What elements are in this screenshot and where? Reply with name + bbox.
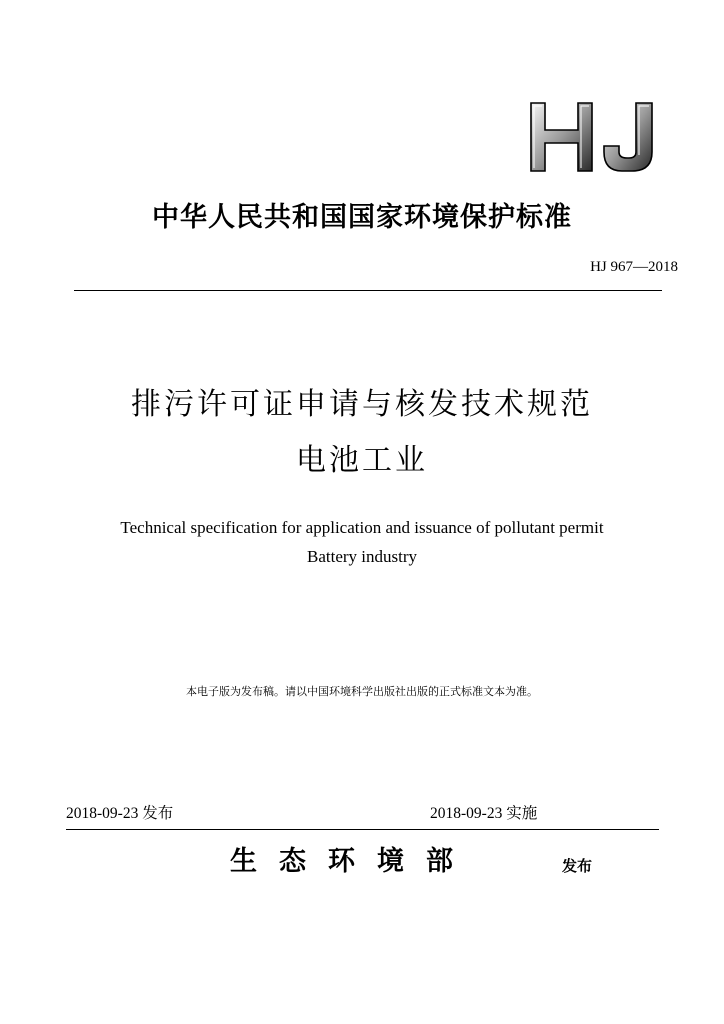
hj-logo [528,100,658,174]
standard-number: HJ 967—2018 [590,259,678,275]
issuing-authority-heading: 中华人民共和国国家环境保护标准 [152,202,572,233]
title-chinese-line-2: 电池工业 [296,443,428,478]
title-english-line-1: Technical specification for application and issuance of pollutant permit [120,518,604,537]
title-english-line-2: Battery industry [306,547,417,566]
implementation-date: 2018-09-23 实施 [430,805,538,822]
top-divider [74,290,662,291]
bottom-divider [66,829,659,830]
title-chinese-line-1: 排污许可证申请与核发技术规范 [131,387,593,422]
edition-notice: 本电子版为发布稿。请以中国环境科学出版社出版的正式标准文本为准。 [186,685,538,698]
issuing-ministry: 生态环境部 [230,846,475,877]
issue-date: 2018-09-23 发布 [66,805,174,822]
issued-label: 发布 [562,857,593,875]
